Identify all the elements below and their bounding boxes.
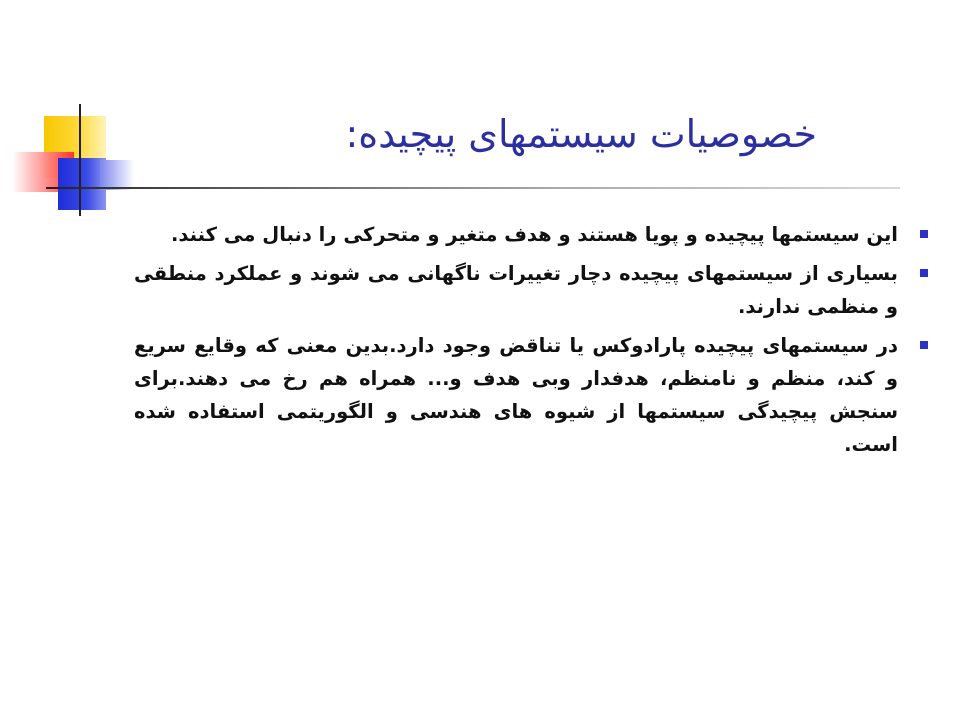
bullet-text: این سیستمها پیچیده و پویا هستند و هدف متغیر و متحرکی را دنبال می کنند. [170,223,898,246]
slide-title: خصوصیات سیستمهای پیچیده: [345,112,817,156]
list-item [134,218,898,251]
bullet-text: بسیاری از سیستمهای پیچیده دچار تغییرات ناگهانی می شوند و عملکرد منطقی و منظمی ندارند. [134,262,898,318]
title-underline [46,187,900,189]
bullet-text: در سیستمهای پیچیده پارادوکس یا تناقض وجود دارد.بدین معنی که وقایع سریع و کند، منظم و نامنظم، هدفدار وبی هدف و... همراه هم رخ می دهند.برای سنجش پیچیدگی سیستمها از شیوه های هندسی و الگوریتمی استفاده شده است. [134,334,898,456]
list-item [134,329,898,461]
blue-fade-strip [100,160,134,190]
square-bullet-icon [920,230,928,238]
bullet-list [134,218,898,467]
square-bullet-icon [920,269,928,277]
vertical-rule [79,104,81,216]
list-item [134,257,898,323]
square-bullet-icon [920,341,928,349]
blue-square [58,158,106,210]
